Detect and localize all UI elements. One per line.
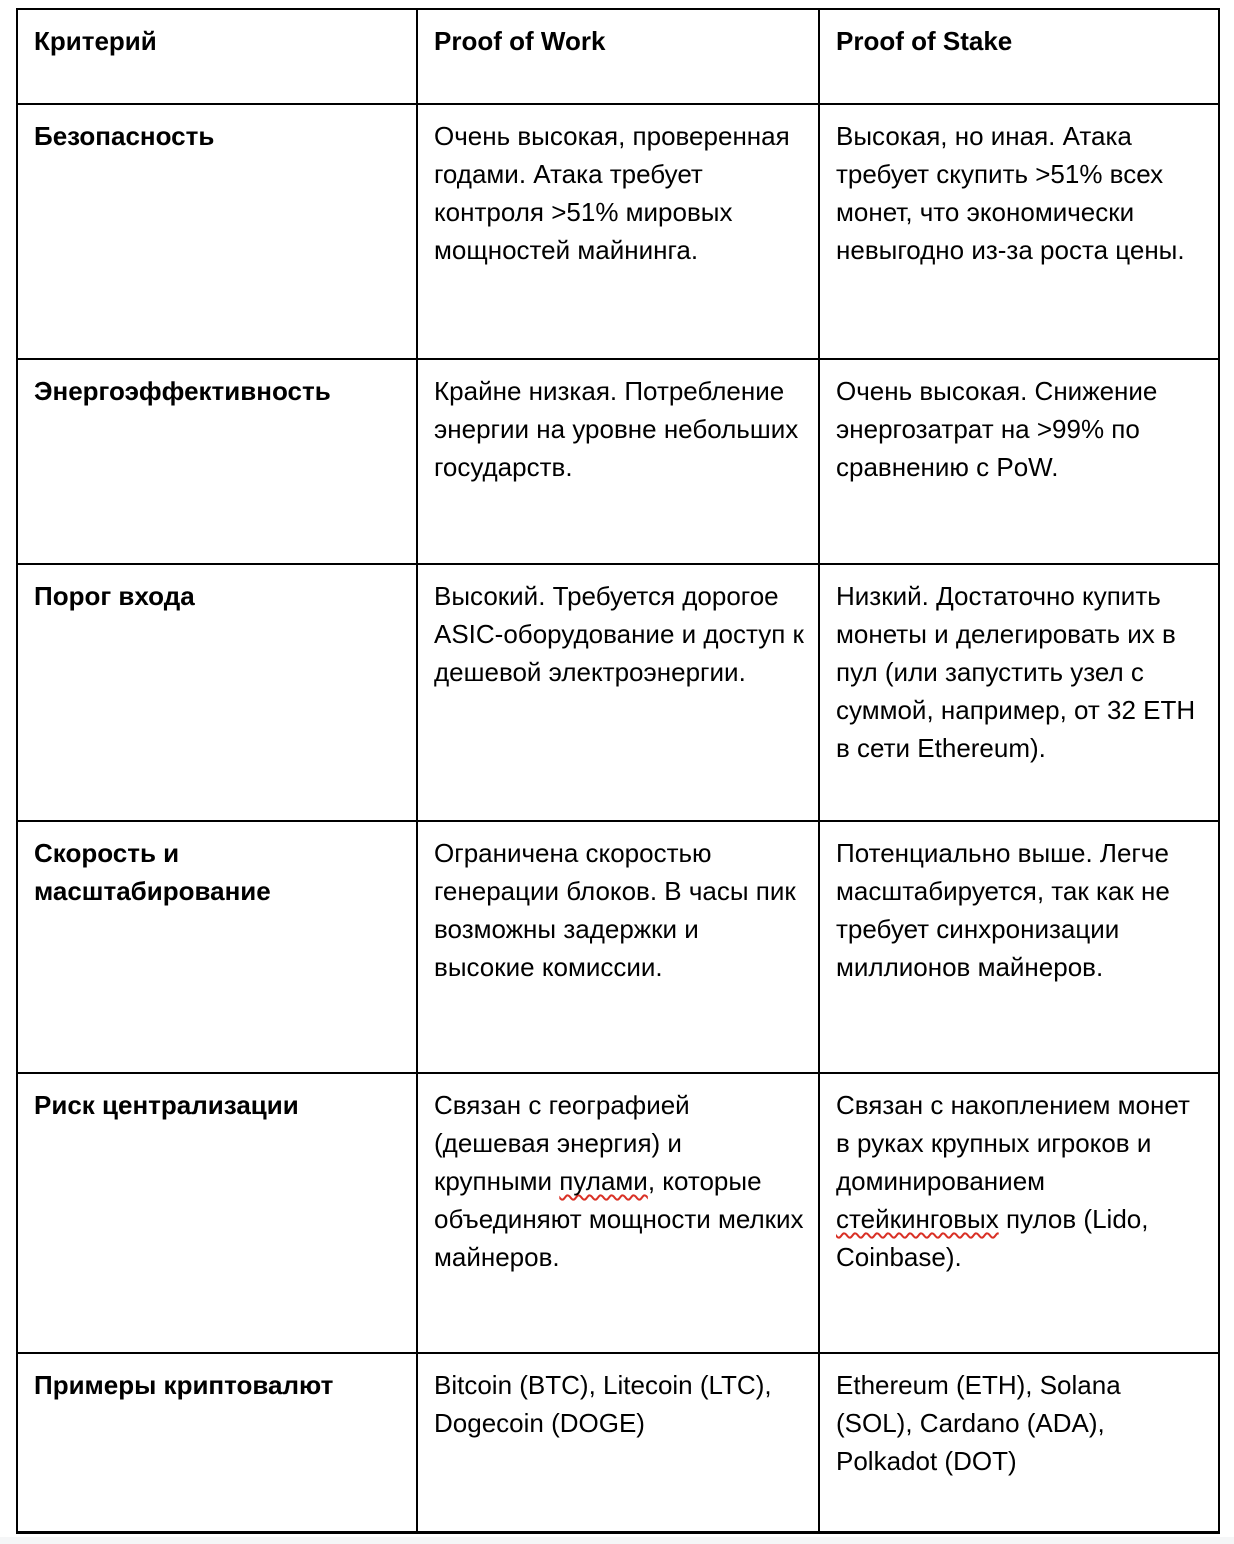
cell-centralization-pos[interactable] (819, 1073, 1219, 1353)
cell-security-pow[interactable] (417, 104, 819, 359)
cell-text: Связан с географией (дешевая энергия) и крупными пулами, которые объединяют мощности мелких майнеров. (434, 1090, 804, 1272)
cell-speed-pow[interactable] (417, 821, 819, 1073)
misspelled-word[interactable]: стейкинговых (836, 1204, 999, 1234)
cell-text: Высокая, но иная. Атака требует скупить >51% всех монет, что экономически невыгодно из-за роста цены. (836, 121, 1185, 265)
table-row-crypto-examples (17, 1353, 1219, 1532)
cell-text: Крайне низкая. Потребление энергии на уровне небольших государств. (434, 376, 799, 482)
header-criterion-label: Критерий (34, 26, 157, 56)
cell-security-criterion[interactable] (17, 104, 417, 359)
cell-speed-pos[interactable] (819, 821, 1219, 1073)
table-row-security (17, 104, 1219, 359)
header-pow-label: Proof of Work (434, 26, 606, 56)
cell-text: Очень высокая, проверенная годами. Атака требует контроля >51% мировых мощностей майнинга. (434, 121, 790, 265)
cell-text: Bitcoin (BTC), Litecoin (LTC), Dogecoin (DOGE) (434, 1370, 772, 1438)
table-row-centralization-risk (17, 1073, 1219, 1353)
cell-text: Потенциально выше. Легче масштабируется, так как не требует синхронизации миллионов майнеров. (836, 838, 1170, 982)
table-header-row (17, 9, 1219, 104)
document-canvas (16, 8, 1220, 1534)
table-row-entry-threshold (17, 564, 1219, 821)
criterion-label: Риск централизации (34, 1090, 299, 1120)
cell-entry-criterion[interactable] (17, 564, 417, 821)
cell-energy-pow[interactable] (417, 359, 819, 564)
cell-security-pos[interactable] (819, 104, 1219, 359)
cell-text: Связан с накоплением монет в руках крупных игроков и доминированием стейкинговых пулов (Lido, Coinbase). (836, 1090, 1190, 1272)
cell-energy-pos[interactable] (819, 359, 1219, 564)
header-cell-criterion[interactable] (17, 9, 417, 104)
table-row-speed-scaling (17, 821, 1219, 1073)
criterion-label: Порог входа (34, 581, 195, 611)
cell-energy-criterion[interactable] (17, 359, 417, 564)
cell-entry-pos[interactable] (819, 564, 1219, 821)
misspelled-word[interactable]: пулами (559, 1166, 648, 1196)
pow-pos-comparison-table (16, 8, 1220, 1534)
cell-centralization-pow[interactable] (417, 1073, 819, 1353)
criterion-label: Скорость и масштабирование (34, 838, 271, 906)
cell-text: Низкий. Достаточно купить монеты и делегировать их в пул (или запустить узел с суммой, например, от 32 ETH в сети Ethereum). (836, 581, 1196, 763)
cell-examples-pos[interactable] (819, 1353, 1219, 1532)
cell-text: Ограничена скоростью генерации блоков. В часы пик возможны задержки и высокие комиссии. (434, 838, 796, 982)
cell-text: Ethereum (ETH), Solana (SOL), Cardano (ADA), Polkadot (DOT) (836, 1370, 1121, 1476)
criterion-label: Примеры криптовалют (34, 1370, 334, 1400)
cell-entry-pow[interactable] (417, 564, 819, 821)
criterion-label: Безопасность (34, 121, 215, 151)
table-row-energy-efficiency (17, 359, 1219, 564)
cell-centralization-criterion[interactable] (17, 1073, 417, 1353)
header-cell-proof-of-stake[interactable] (819, 9, 1219, 104)
cell-examples-pow[interactable] (417, 1353, 819, 1532)
header-pos-label: Proof of Stake (836, 26, 1013, 56)
cell-text: Высокий. Требуется дорогое ASIC-оборудование и доступ к дешевой электроэнергии. (434, 581, 804, 687)
header-cell-proof-of-work[interactable] (417, 9, 819, 104)
page-edge-strip (0, 1537, 1234, 1544)
cell-speed-criterion[interactable] (17, 821, 417, 1073)
cell-text: Очень высокая. Снижение энергозатрат на >99% по сравнению с PoW. (836, 376, 1158, 482)
cell-examples-criterion[interactable] (17, 1353, 417, 1532)
criterion-label: Энергоэффективность (34, 376, 331, 406)
